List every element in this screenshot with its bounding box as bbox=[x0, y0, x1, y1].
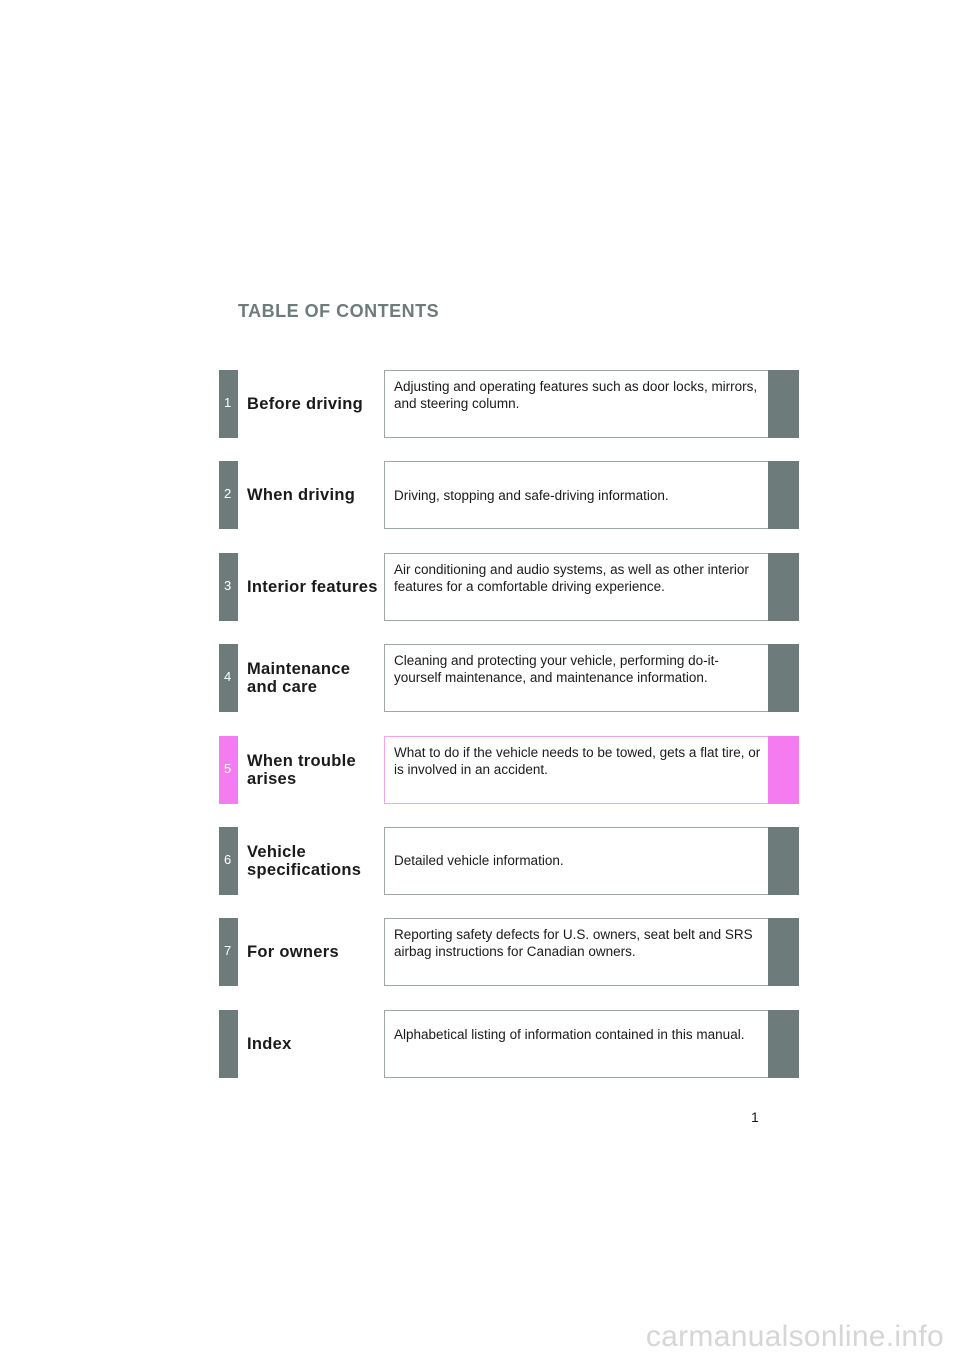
section-number: 4 bbox=[224, 669, 232, 685]
toc-row-vehicle-specifications[interactable] bbox=[219, 827, 799, 895]
description-box bbox=[384, 461, 778, 529]
section-heading: Before driving bbox=[247, 395, 364, 413]
section-description: Air conditioning and audio systems, as well as other interior features for a comfortable driving experience. bbox=[394, 561, 749, 594]
section-tab bbox=[219, 1010, 238, 1078]
section-end-bar bbox=[768, 1010, 799, 1078]
section-description: Driving, stopping and safe-driving information. bbox=[394, 487, 669, 503]
section-number: 3 bbox=[224, 577, 232, 593]
toc-row-for-owners[interactable] bbox=[219, 918, 799, 986]
toc-row-maintenance-and-care[interactable] bbox=[219, 644, 799, 712]
toc-row-interior-features[interactable] bbox=[219, 553, 799, 621]
toc-list bbox=[219, 370, 799, 1101]
toc-row-before-driving[interactable] bbox=[219, 370, 799, 438]
section-heading: Index bbox=[247, 1034, 292, 1053]
section-description: What to do if the vehicle needs to be towed, gets a flat tire, or is involved in an accident. bbox=[394, 744, 761, 777]
description-box bbox=[384, 370, 778, 438]
section-description: Cleaning and protecting your vehicle, performing do-it-yourself maintenance, and maintenance information. bbox=[394, 653, 719, 686]
section-end-bar bbox=[768, 370, 799, 438]
section-number: 6 bbox=[224, 851, 232, 867]
section-tab bbox=[219, 370, 238, 438]
page-title: TABLE OF CONTENTS bbox=[238, 301, 440, 321]
section-tab bbox=[219, 644, 238, 712]
description-box bbox=[384, 644, 778, 712]
section-description: Adjusting and operating features such as door locks, mirrors, and steering column. bbox=[394, 379, 758, 411]
section-heading: When driving bbox=[247, 486, 356, 505]
page-number: 1 bbox=[751, 1109, 759, 1125]
toc-row-index[interactable] bbox=[219, 1010, 799, 1078]
section-number: 5 bbox=[224, 760, 232, 776]
description-box bbox=[384, 1010, 778, 1078]
section-number: 2 bbox=[224, 486, 232, 502]
section-heading: Maintenance and care bbox=[247, 660, 351, 697]
section-tab bbox=[219, 553, 238, 621]
section-heading: Vehicle specifications bbox=[247, 842, 362, 879]
section-tab bbox=[219, 918, 238, 986]
section-tab bbox=[219, 461, 238, 529]
section-end-bar bbox=[768, 644, 799, 712]
toc-row-when-driving[interactable] bbox=[219, 461, 799, 529]
section-number: 7 bbox=[224, 943, 232, 959]
description-box bbox=[384, 827, 778, 895]
section-description: Reporting safety defects for U.S. owners, seat belt and SRS airbag instructions for Canadian owners. bbox=[394, 927, 753, 960]
section-end-bar bbox=[768, 918, 799, 986]
description-box bbox=[384, 918, 778, 986]
section-tab bbox=[219, 736, 238, 804]
section-heading: Interior features bbox=[247, 577, 378, 596]
section-description: Alphabetical listing of information contained in this manual. bbox=[394, 1027, 745, 1043]
section-heading: When trouble arises bbox=[247, 751, 357, 788]
section-tab bbox=[219, 827, 238, 895]
section-number: 1 bbox=[224, 395, 232, 410]
section-end-bar bbox=[768, 461, 799, 529]
watermark: carmanualsonline.info bbox=[645, 1320, 944, 1353]
section-heading: For owners bbox=[247, 943, 339, 962]
description-box bbox=[384, 736, 778, 804]
description-box bbox=[384, 553, 778, 621]
section-end-bar bbox=[768, 736, 799, 804]
toc-row-when-trouble-arises[interactable] bbox=[219, 736, 799, 804]
section-end-bar bbox=[768, 553, 799, 621]
section-description: Detailed vehicle information. bbox=[394, 853, 564, 869]
section-end-bar bbox=[768, 827, 799, 895]
